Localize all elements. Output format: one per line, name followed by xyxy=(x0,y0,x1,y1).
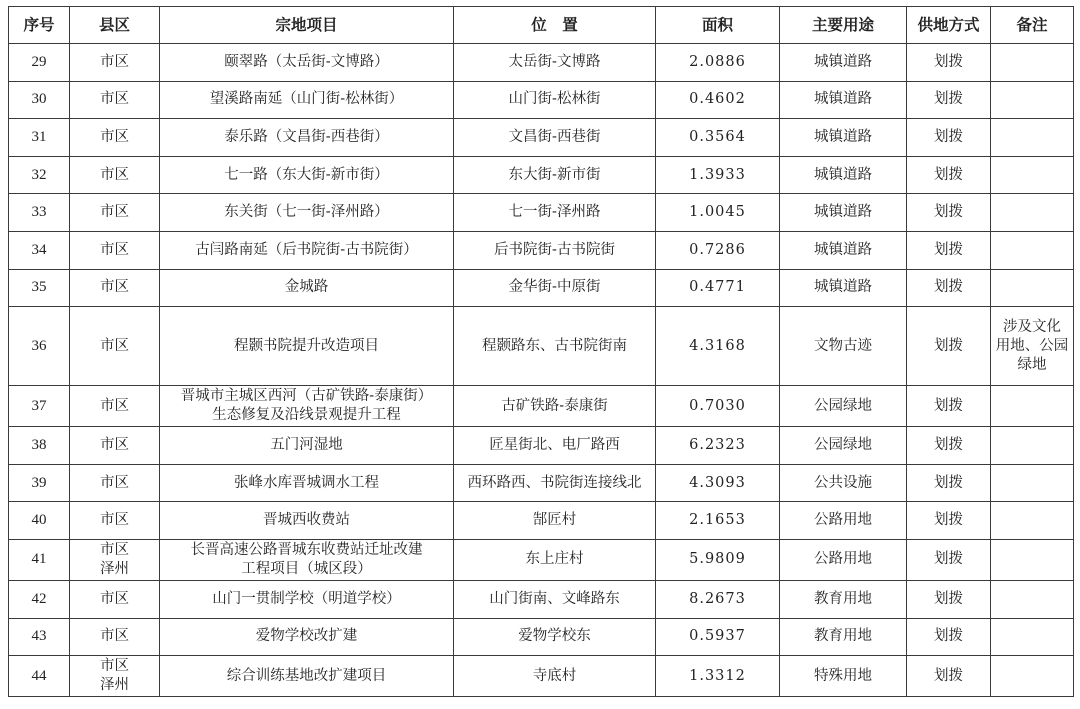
cell-note xyxy=(991,427,1074,465)
cell-note xyxy=(991,386,1074,427)
table-row xyxy=(9,502,1074,540)
cell-note xyxy=(991,656,1074,697)
cell-use: 公路用地 xyxy=(780,539,907,580)
cell-district: 市区 泽州 xyxy=(70,539,160,580)
cell-area: 5.9809 xyxy=(656,539,780,580)
cell-district: 市区 xyxy=(70,502,160,540)
cell-location: 山门街南、文峰路东 xyxy=(454,580,656,618)
cell-project: 望溪路南延（山门街-松林街） xyxy=(160,81,454,119)
cell-supply: 划拨 xyxy=(907,656,991,697)
cell-area: 6.2323 xyxy=(656,427,780,465)
cell-district: 市区 泽州 xyxy=(70,656,160,697)
table-row xyxy=(9,156,1074,194)
cell-project: 长晋高速公路晋城东收费站迁址改建 工程项目（城区段） xyxy=(160,539,454,580)
header-district: 县区 xyxy=(70,7,160,44)
table-row xyxy=(9,656,1074,697)
cell-project: 古闫路南延（后书院街-古书院街） xyxy=(160,231,454,269)
cell-location: 西环路西、书院街连接线北 xyxy=(454,464,656,502)
cell-supply: 划拨 xyxy=(907,427,991,465)
cell-note xyxy=(991,156,1074,194)
cell-area: 0.7030 xyxy=(656,386,780,427)
cell-area: 4.3093 xyxy=(656,464,780,502)
cell-project: 东关街（七一街-泽州路） xyxy=(160,194,454,232)
cell-use: 公共设施 xyxy=(780,464,907,502)
cell-district: 市区 xyxy=(70,580,160,618)
table-row xyxy=(9,194,1074,232)
cell-use: 城镇道路 xyxy=(780,81,907,119)
cell-note xyxy=(991,81,1074,119)
cell-district: 市区 xyxy=(70,194,160,232)
cell-location: 文昌街-西巷街 xyxy=(454,119,656,157)
cell-location: 山门街-松林街 xyxy=(454,81,656,119)
cell-district: 市区 xyxy=(70,386,160,427)
cell-district: 市区 xyxy=(70,44,160,82)
cell-area: 0.3564 xyxy=(656,119,780,157)
cell-supply: 划拨 xyxy=(907,119,991,157)
table-row xyxy=(9,269,1074,307)
cell-area: 4.3168 xyxy=(656,307,780,386)
cell-district: 市区 xyxy=(70,618,160,656)
cell-use: 城镇道路 xyxy=(780,44,907,82)
cell-area: 0.4771 xyxy=(656,269,780,307)
cell-location: 程颢路东、古书院街南 xyxy=(454,307,656,386)
cell-project: 晋城市主城区西河（古矿铁路-泰康街） 生态修复及沿线景观提升工程 xyxy=(160,386,454,427)
cell-location: 七一街-泽州路 xyxy=(454,194,656,232)
cell-location: 匠星街北、电厂路西 xyxy=(454,427,656,465)
cell-use: 特殊用地 xyxy=(780,656,907,697)
cell-location: 太岳街-文博路 xyxy=(454,44,656,82)
cell-seq: 33 xyxy=(9,194,70,232)
cell-seq: 35 xyxy=(9,269,70,307)
cell-location: 东大街-新市街 xyxy=(454,156,656,194)
cell-seq: 29 xyxy=(9,44,70,82)
cell-use: 公园绿地 xyxy=(780,386,907,427)
cell-district: 市区 xyxy=(70,307,160,386)
cell-project: 颐翠路（太岳街-文博路） xyxy=(160,44,454,82)
cell-use: 教育用地 xyxy=(780,618,907,656)
table-row xyxy=(9,464,1074,502)
table-row xyxy=(9,81,1074,119)
cell-note xyxy=(991,119,1074,157)
table-row xyxy=(9,231,1074,269)
cell-district: 市区 xyxy=(70,464,160,502)
cell-supply: 划拨 xyxy=(907,618,991,656)
cell-location: 金华街-中原街 xyxy=(454,269,656,307)
cell-supply: 划拨 xyxy=(907,464,991,502)
cell-seq: 36 xyxy=(9,307,70,386)
cell-supply: 划拨 xyxy=(907,502,991,540)
cell-use: 城镇道路 xyxy=(780,119,907,157)
cell-project: 金城路 xyxy=(160,269,454,307)
cell-area: 1.3933 xyxy=(656,156,780,194)
cell-seq: 31 xyxy=(9,119,70,157)
cell-use: 城镇道路 xyxy=(780,269,907,307)
cell-supply: 划拨 xyxy=(907,81,991,119)
cell-area: 0.5937 xyxy=(656,618,780,656)
cell-note xyxy=(991,580,1074,618)
cell-note xyxy=(991,194,1074,232)
cell-note xyxy=(991,464,1074,502)
table-row xyxy=(9,119,1074,157)
header-project: 宗地项目 xyxy=(160,7,454,44)
cell-note xyxy=(991,231,1074,269)
cell-note xyxy=(991,269,1074,307)
cell-area: 8.2673 xyxy=(656,580,780,618)
cell-use: 教育用地 xyxy=(780,580,907,618)
table-row xyxy=(9,580,1074,618)
cell-location: 后书院街-古书院街 xyxy=(454,231,656,269)
cell-location: 郜匠村 xyxy=(454,502,656,540)
cell-project: 泰乐路（文昌街-西巷街） xyxy=(160,119,454,157)
cell-location: 寺底村 xyxy=(454,656,656,697)
cell-supply: 划拨 xyxy=(907,307,991,386)
cell-area: 2.0886 xyxy=(656,44,780,82)
cell-use: 公路用地 xyxy=(780,502,907,540)
cell-project: 五门河湿地 xyxy=(160,427,454,465)
table-row xyxy=(9,307,1074,386)
cell-project: 七一路（东大街-新市街） xyxy=(160,156,454,194)
cell-supply: 划拨 xyxy=(907,194,991,232)
land-supply-table xyxy=(8,6,1074,697)
cell-use: 城镇道路 xyxy=(780,194,907,232)
cell-note xyxy=(991,539,1074,580)
cell-project: 张峰水库晋城调水工程 xyxy=(160,464,454,502)
cell-seq: 42 xyxy=(9,580,70,618)
header-supply: 供地方式 xyxy=(907,7,991,44)
cell-area: 0.7286 xyxy=(656,231,780,269)
cell-use: 城镇道路 xyxy=(780,156,907,194)
header-row xyxy=(9,7,1074,44)
cell-area: 2.1653 xyxy=(656,502,780,540)
cell-seq: 37 xyxy=(9,386,70,427)
cell-supply: 划拨 xyxy=(907,386,991,427)
cell-area: 0.4602 xyxy=(656,81,780,119)
cell-seq: 30 xyxy=(9,81,70,119)
table-row xyxy=(9,427,1074,465)
cell-note xyxy=(991,618,1074,656)
cell-supply: 划拨 xyxy=(907,231,991,269)
table-row xyxy=(9,386,1074,427)
cell-location: 古矿铁路-泰康街 xyxy=(454,386,656,427)
cell-note xyxy=(991,44,1074,82)
cell-district: 市区 xyxy=(70,156,160,194)
cell-seq: 44 xyxy=(9,656,70,697)
cell-project: 程颢书院提升改造项目 xyxy=(160,307,454,386)
cell-district: 市区 xyxy=(70,81,160,119)
header-area: 面积 xyxy=(656,7,780,44)
cell-district: 市区 xyxy=(70,269,160,307)
cell-seq: 34 xyxy=(9,231,70,269)
cell-supply: 划拨 xyxy=(907,156,991,194)
cell-area: 1.3312 xyxy=(656,656,780,697)
cell-supply: 划拨 xyxy=(907,539,991,580)
table-row xyxy=(9,618,1074,656)
cell-seq: 39 xyxy=(9,464,70,502)
header-note: 备注 xyxy=(991,7,1074,44)
cell-seq: 41 xyxy=(9,539,70,580)
cell-district: 市区 xyxy=(70,427,160,465)
cell-project: 山门一贯制学校（明道学校） xyxy=(160,580,454,618)
cell-seq: 43 xyxy=(9,618,70,656)
cell-use: 文物古迹 xyxy=(780,307,907,386)
cell-supply: 划拨 xyxy=(907,269,991,307)
cell-supply: 划拨 xyxy=(907,44,991,82)
cell-seq: 32 xyxy=(9,156,70,194)
cell-area: 1.0045 xyxy=(656,194,780,232)
cell-project: 综合训练基地改扩建项目 xyxy=(160,656,454,697)
cell-supply: 划拨 xyxy=(907,580,991,618)
header-use: 主要用途 xyxy=(780,7,907,44)
cell-use: 公园绿地 xyxy=(780,427,907,465)
header-seq: 序号 xyxy=(9,7,70,44)
header-location: 位 置 xyxy=(454,7,656,44)
table-row xyxy=(9,44,1074,82)
cell-project: 爱物学校改扩建 xyxy=(160,618,454,656)
cell-location: 爱物学校东 xyxy=(454,618,656,656)
cell-seq: 38 xyxy=(9,427,70,465)
cell-project: 晋城西收费站 xyxy=(160,502,454,540)
cell-location: 东上庄村 xyxy=(454,539,656,580)
cell-seq: 40 xyxy=(9,502,70,540)
cell-district: 市区 xyxy=(70,119,160,157)
table-row xyxy=(9,539,1074,580)
cell-use: 城镇道路 xyxy=(780,231,907,269)
cell-district: 市区 xyxy=(70,231,160,269)
cell-note xyxy=(991,502,1074,540)
cell-note: 涉及文化 用地、公园 绿地 xyxy=(991,307,1074,386)
